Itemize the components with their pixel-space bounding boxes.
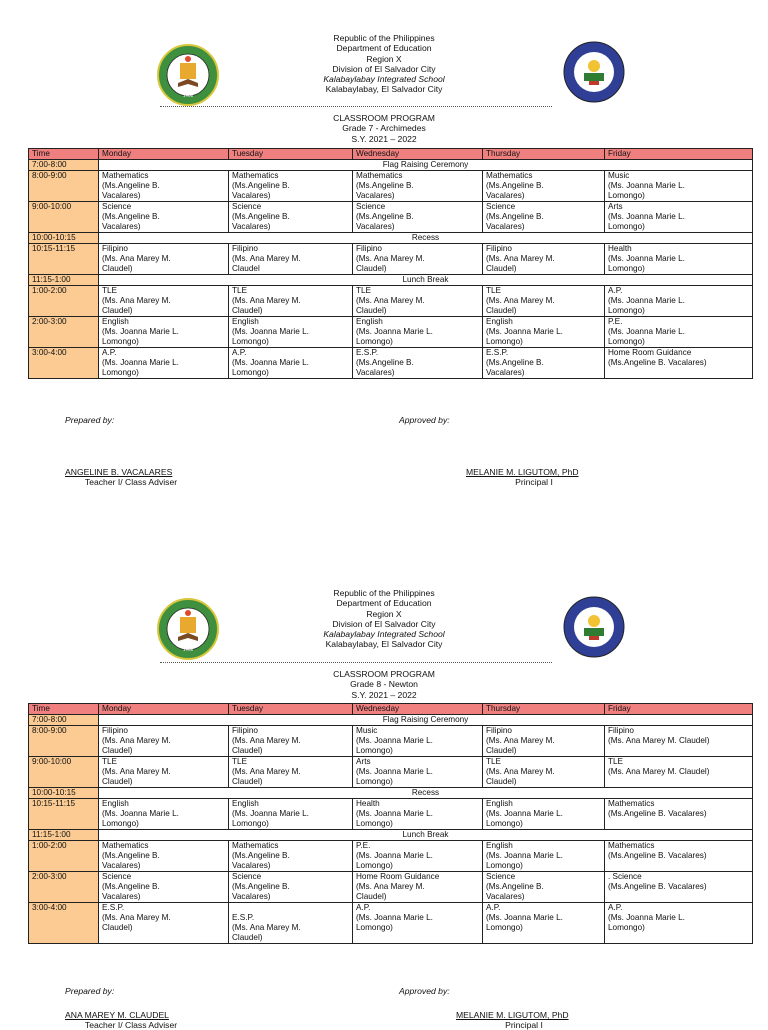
schedule-cell: Mathematics (Ms.Angeline B. Vacalares) <box>605 841 753 872</box>
schedule-cell: Mathematics (Ms.Angeline B. Vacalares) <box>229 171 353 202</box>
schedule-cell: E.S.P. (Ms. Ana Marey M. Claudel) <box>229 903 353 944</box>
schedule-cell: English (Ms. Joanna Marie L. Lomongo) <box>353 317 483 348</box>
prepared-label: Prepared by: <box>65 986 115 996</box>
schedule-cell: TLE (Ms. Ana Marey M. Claudel) <box>229 757 353 788</box>
schedule-cell: TLE (Ms. Ana Marey M. Claudel) <box>483 757 605 788</box>
schedule-cell: A.P. (Ms. Joanna Marie L. Lomongo) <box>353 903 483 944</box>
table-row <box>29 715 753 726</box>
table-row <box>29 202 753 233</box>
schedule-cell: Mathematics (Ms.Angeline B. Vacalares) <box>483 171 605 202</box>
break-cell: Recess <box>99 233 753 244</box>
time-cell: 8:00-9:00 <box>29 171 99 202</box>
approved-name: MELANIE M. LIGUTOM, PhD <box>456 1010 569 1020</box>
schedule-cell: Home Room Guidance (Ms. Ana Marey M. Claudel) <box>353 872 483 903</box>
approved-label: Approved by: <box>399 415 450 425</box>
prepared-name: ANA MAREY M. CLAUDEL <box>65 1010 169 1020</box>
letterhead <box>230 33 538 95</box>
table-row <box>29 841 753 872</box>
header-divider <box>160 662 552 663</box>
schedule-cell: Mathematics (Ms.Angeline B. Vacalares) <box>99 841 229 872</box>
break-cell: Lunch Break <box>99 830 753 841</box>
approved-role: Principal I <box>505 1020 543 1030</box>
prepared-role: Teacher I/ Class Adviser <box>84 477 178 487</box>
table-row <box>29 348 753 379</box>
region-line: Region X <box>366 608 402 619</box>
schedule-cell: English (Ms. Joanna Marie L. Lomongo) <box>483 317 605 348</box>
time-cell: 10:15-11:15 <box>29 244 99 275</box>
approved-signature <box>466 467 602 487</box>
approved-by <box>399 986 450 996</box>
time-cell: 1:00-2:00 <box>29 841 99 872</box>
address-line: Kalabaylabay, El Salvador City <box>325 639 443 650</box>
school-seal-icon <box>156 597 220 661</box>
school-name: Kalabaylabay Integrated School <box>323 74 445 85</box>
program-title <box>230 669 538 700</box>
approved-role: Principal I <box>515 477 553 487</box>
schedule-cell: Arts (Ms. Joanna Marie L. Lomongo) <box>353 757 483 788</box>
column-header: Wednesday <box>353 704 483 715</box>
time-cell: 8:00-9:00 <box>29 726 99 757</box>
prepared-signature <box>65 467 197 487</box>
schedule-cell: English (Ms. Joanna Marie L. Lomongo) <box>229 799 353 830</box>
table-row <box>29 830 753 841</box>
time-cell: 11:15-1:00 <box>29 275 99 286</box>
schedule-cell: A.P. (Ms. Joanna Marie L. Lomongo) <box>605 286 753 317</box>
schedule-cell: Filipino (Ms. Ana Marey M. Claudel) <box>483 726 605 757</box>
prepared-role: Teacher I/ Class Adviser <box>84 1020 178 1030</box>
program-label: CLASSROOM PROGRAM <box>333 113 435 123</box>
schedule-cell: Health (Ms. Joanna Marie L. Lomongo) <box>605 244 753 275</box>
schedule-cell: Filipino (Ms. Ana Marey M. Claudel) <box>353 244 483 275</box>
prepared-label: Prepared by: <box>65 415 115 425</box>
school-year: S.Y. 2021 – 2022 <box>351 689 417 700</box>
column-header: Thursday <box>483 149 605 160</box>
schedule-cell: Science (Ms.Angeline B. Vacalares) <box>99 202 229 233</box>
schedule-cell: Mathematics (Ms.Angeline B. Vacalares) <box>353 171 483 202</box>
prepared-name: ANGELINE B. VACALARES <box>65 467 173 477</box>
table-row <box>29 726 753 757</box>
time-cell: 11:15-1:00 <box>29 830 99 841</box>
schedule-cell: Filipino (Ms. Ana Marey M. Claudel) <box>229 726 353 757</box>
time-cell: 9:00-10:00 <box>29 202 99 233</box>
time-cell: 10:00-10:15 <box>29 788 99 799</box>
schedule-cell: A.P. (Ms. Joanna Marie L. Lomongo) <box>99 348 229 379</box>
department-line: Department of Education <box>336 598 432 609</box>
schedule-cell: Filipino (Ms. Ana Marey M. Claudel) <box>483 244 605 275</box>
schedule-cell: . Science (Ms.Angeline B. Vacalares) <box>605 872 753 903</box>
region-line: Region X <box>366 53 402 64</box>
schedule-cell: Filipino (Ms. Ana Marey M. Claudel <box>229 244 353 275</box>
division-seal-icon <box>562 40 626 104</box>
grade-section: Grade 7 - Archimedes <box>342 123 426 134</box>
table-row <box>29 286 753 317</box>
school-year: S.Y. 2021 – 2022 <box>351 133 417 144</box>
division-line: Division of El Salvador City <box>332 618 436 629</box>
column-header: Monday <box>99 149 229 160</box>
school-seal-icon <box>156 43 220 107</box>
time-cell: 10:15-11:15 <box>29 799 99 830</box>
time-cell: 9:00-10:00 <box>29 757 99 788</box>
column-header: Friday <box>605 149 753 160</box>
schedule-cell: English (Ms. Joanna Marie L. Lomongo) <box>229 317 353 348</box>
schedule-cell: TLE (Ms. Ana Marey M. Claudel) <box>353 286 483 317</box>
schedule-cell: TLE (Ms. Ana Marey M. Claudel) <box>483 286 605 317</box>
schedule-cell: E.S.P. (Ms. Ana Marey M. Claudel) <box>99 903 229 944</box>
svg-text:1968: 1968 <box>182 93 194 98</box>
address-line: Kalabaylabay, El Salvador City <box>325 84 443 95</box>
schedule-cell: A.P. (Ms. Joanna Marie L. Lomongo) <box>229 348 353 379</box>
department-line: Department of Education <box>336 43 432 54</box>
schedule-cell: English (Ms. Joanna Marie L. Lomongo) <box>99 317 229 348</box>
schedule-cell: Music (Ms. Joanna Marie L. Lomongo) <box>605 171 753 202</box>
table-row <box>29 171 753 202</box>
schedule-cell: Filipino (Ms. Ana Marey M. Claudel) <box>99 726 229 757</box>
grade-section: Grade 8 - Newton <box>350 679 418 690</box>
division-seal-icon <box>562 595 626 659</box>
classroom-program-grade7 <box>0 0 768 512</box>
table-row <box>29 244 753 275</box>
schedule-cell: Science (Ms.Angeline B. Vacalares) <box>353 202 483 233</box>
schedule-cell: TLE (Ms. Ana Marey M. Claudel) <box>229 286 353 317</box>
table-row <box>29 788 753 799</box>
approved-by <box>399 415 450 425</box>
schedule-cell: English (Ms. Joanna Marie L. Lomongo) <box>483 799 605 830</box>
prepared-signature <box>65 1010 197 1030</box>
schedule-cell: Science (Ms.Angeline B. Vacalares) <box>483 872 605 903</box>
svg-text:1968: 1968 <box>182 647 194 652</box>
schedule-cell: Home Room Guidance (Ms.Angeline B. Vacalares) <box>605 348 753 379</box>
time-cell: 1:00-2:00 <box>29 286 99 317</box>
program-title <box>230 113 538 144</box>
table-row <box>29 275 753 286</box>
header-divider <box>160 106 552 107</box>
schedule-cell: Science (Ms.Angeline B. Vacalares) <box>229 872 353 903</box>
time-cell: 2:00-3:00 <box>29 317 99 348</box>
schedule-cell: E.S.P. (Ms.Angeline B. Vacalares) <box>353 348 483 379</box>
approved-name: MELANIE M. LIGUTOM, PhD <box>466 467 579 477</box>
table-row <box>29 757 753 788</box>
column-header: Monday <box>99 704 229 715</box>
schedule-header-row <box>29 704 753 715</box>
time-cell: 2:00-3:00 <box>29 872 99 903</box>
schedule-cell: A.P. (Ms. Joanna Marie L. Lomongo) <box>605 903 753 944</box>
schedule-cell: TLE (Ms. Ana Marey M. Claudel) <box>605 757 753 788</box>
schedule-cell: English (Ms. Joanna Marie L. Lomongo) <box>99 799 229 830</box>
schedule-cell: P.E. (Ms. Joanna Marie L. Lomongo) <box>605 317 753 348</box>
classroom-program-grade8 <box>0 555 768 1030</box>
column-header: Tuesday <box>229 704 353 715</box>
column-header: Tuesday <box>229 149 353 160</box>
schedule-cell: Mathematics (Ms.Angeline B. Vacalares) <box>99 171 229 202</box>
schedule-cell: Mathematics (Ms.Angeline B. Vacalares) <box>605 799 753 830</box>
break-cell: Flag Raising Ceremony <box>99 715 753 726</box>
schedule-cell: English (Ms. Joanna Marie L. Lomongo) <box>483 841 605 872</box>
break-cell: Recess <box>99 788 753 799</box>
schedule-cell: TLE (Ms. Ana Marey M. Claudel) <box>99 757 229 788</box>
schedule-cell: Science (Ms.Angeline B. Vacalares) <box>229 202 353 233</box>
table-row <box>29 317 753 348</box>
time-cell: 3:00-4:00 <box>29 348 99 379</box>
school-name: Kalabaylabay Integrated School <box>323 629 445 640</box>
time-cell: 7:00-8:00 <box>29 715 99 726</box>
table-row <box>29 160 753 171</box>
approved-signature <box>456 1010 592 1030</box>
table-row <box>29 799 753 830</box>
approved-label: Approved by: <box>399 986 450 996</box>
time-cell: 10:00-10:15 <box>29 233 99 244</box>
schedule-cell: E.S.P. (Ms.Angeline B. Vacalares) <box>483 348 605 379</box>
schedule-cell: Mathematics (Ms.Angeline B. Vacalares) <box>229 841 353 872</box>
schedule-table <box>28 703 753 944</box>
column-header: Friday <box>605 704 753 715</box>
break-cell: Flag Raising Ceremony <box>99 160 753 171</box>
break-cell: Lunch Break <box>99 275 753 286</box>
republic-line: Republic of the Philippines <box>333 33 435 43</box>
time-cell: 7:00-8:00 <box>29 160 99 171</box>
table-row <box>29 903 753 944</box>
table-row <box>29 872 753 903</box>
schedule-header-row <box>29 149 753 160</box>
prepared-by <box>65 415 114 425</box>
table-row <box>29 233 753 244</box>
schedule-table <box>28 148 753 379</box>
column-header: Time <box>29 704 99 715</box>
schedule-cell: A.P. (Ms. Joanna Marie L. Lomongo) <box>483 903 605 944</box>
program-label: CLASSROOM PROGRAM <box>333 669 435 679</box>
schedule-cell: Science (Ms.Angeline B. Vacalares) <box>99 872 229 903</box>
republic-line: Republic of the Philippines <box>333 588 435 598</box>
letterhead <box>230 588 538 650</box>
schedule-cell: Arts (Ms. Joanna Marie L. Lomongo) <box>605 202 753 233</box>
column-header: Time <box>29 149 99 160</box>
schedule-cell: Filipino (Ms. Ana Marey M. Claudel) <box>99 244 229 275</box>
column-header: Wednesday <box>353 149 483 160</box>
schedule-cell: P.E. (Ms. Joanna Marie L. Lomongo) <box>353 841 483 872</box>
schedule-cell: Science (Ms.Angeline B. Vacalares) <box>483 202 605 233</box>
schedule-cell: Health (Ms. Joanna Marie L. Lomongo) <box>353 799 483 830</box>
prepared-by <box>65 986 114 996</box>
division-line: Division of El Salvador City <box>332 63 436 74</box>
schedule-cell: Filipino (Ms. Ana Marey M. Claudel) <box>605 726 753 757</box>
schedule-cell: TLE (Ms. Ana Marey M. Claudel) <box>99 286 229 317</box>
schedule-cell: Music (Ms. Joanna Marie L. Lomongo) <box>353 726 483 757</box>
time-cell: 3:00-4:00 <box>29 903 99 944</box>
column-header: Thursday <box>483 704 605 715</box>
